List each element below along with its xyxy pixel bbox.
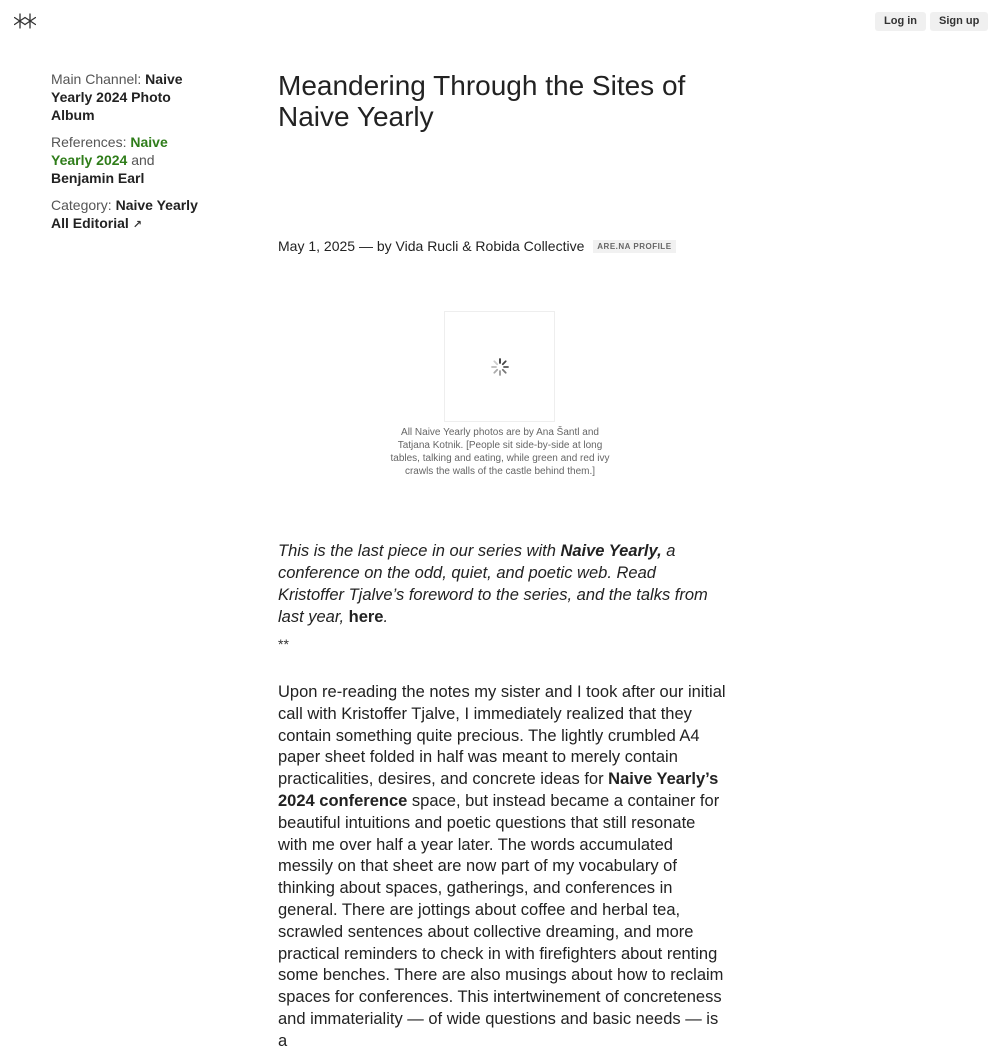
main-channel-link[interactable]: Naive Yearly 2024 Photo Album (51, 71, 183, 123)
signup-button[interactable]: Sign up (930, 12, 988, 31)
login-button[interactable]: Log in (875, 12, 926, 31)
references-and: and (131, 152, 155, 168)
category-info (51, 196, 201, 234)
main-channel-label: Main Channel: (51, 71, 142, 87)
publish-date: May 1, 2025 (278, 238, 356, 254)
reference-link-naive-yearly[interactable]: Naive Yearly 2024 (51, 134, 168, 168)
asterisk-pair-logo-icon[interactable] (14, 12, 36, 30)
conference-link[interactable]: Naive Yearly’s 2024 conference (278, 770, 719, 810)
section-separator: ** (278, 636, 289, 652)
article-sidebar (51, 70, 201, 243)
external-arrow-icon: ↗ (132, 219, 143, 231)
para1-text-1: Upon re-reading the notes my sister and I took after our initial call with Kristoffer Tjalve, I immediately realized that they contain something quite precious. The lightly crumbled A4 paper sheet folded in half was meant to merely contain practicalities, desires, and concrete ideas for (278, 683, 726, 789)
category-label: Category: (51, 197, 112, 213)
authors: Vida Rucli & Robida Collective (395, 238, 585, 254)
intro-end: . (383, 608, 389, 626)
main-channel-info (51, 70, 201, 124)
references-label: References: (51, 134, 127, 150)
series-intro (278, 540, 723, 628)
image-caption: All Naive Yearly photos are by Ana Šantl and Tatjana Kotnik. [People sit side-by-side at long tables, talking and eating, while green and red ivy crawls the walls of the castle behind them.] (390, 427, 610, 477)
intro-bold: Naive Yearly, (560, 542, 662, 560)
para1-text-2: space, but instead became a container for beautiful intuitions and poetic questions that still resonate with me over half a year later. The words accumulated messily on that sheet are now part of my vocabulary of thinking about spaces, gatherings, and conferences in general. There are jottings about coffee and herbal tea, scrawled sentences about collective dreaming, and more practical reminders to check in with firefighters about renting some benches. There are also musings about how to reclaim spaces for conferences. This intertwinement of concreteness and immateriality — of wide questions and basic needs — is a (278, 791, 724, 1050)
page-title: Meandering Through the Sites of Naive Yearly (278, 70, 686, 132)
loading-spinner-icon (491, 358, 509, 376)
here-link[interactable]: here (348, 608, 384, 626)
arena-profile-link[interactable]: ARE.NA PROFILE (593, 240, 675, 253)
references-info (51, 133, 201, 187)
byline (278, 238, 676, 254)
article-image-placeholder[interactable] (444, 311, 555, 422)
byline-prefix: — by (358, 238, 392, 254)
category-link-text: Naive Yearly All Editorial (51, 197, 198, 231)
intro-text-2: a conference on the odd, quiet, and poetic web. Read Kristoffer Tjalve’s foreword to the series, and the talks from last year, (278, 542, 708, 626)
body-paragraph (278, 682, 726, 1053)
article-body (278, 682, 726, 1053)
reference-link-benjamin-earl[interactable]: Benjamin Earl (51, 170, 145, 186)
intro-text-1: This is the last piece in our series with (278, 542, 561, 560)
